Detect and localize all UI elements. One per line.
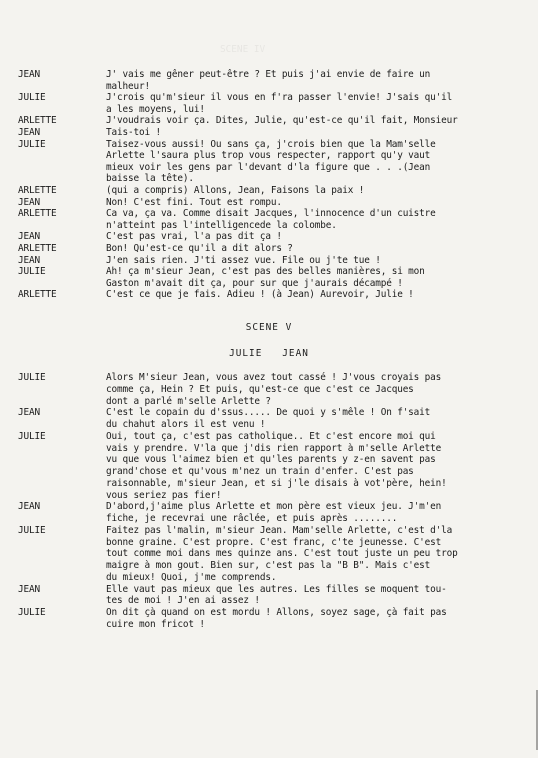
dialogue-line: mieux voir les gens par l'devant d'la figure que . . .(Jean <box>106 161 431 173</box>
dialogue-line: Ca va, ça va. Comme disait Jacques, l'innocence d'un cuistre <box>106 208 436 220</box>
dialogue-line: Alors M'sieur Jean, vous avez tout cassé ! J'vous croyais pas <box>106 372 442 383</box>
dialogue-line: Tais-toi ! <box>106 127 161 138</box>
dialogue-line: grand'chose et qu'vous m'nez un train d'enfer. C'est pas <box>106 466 414 477</box>
speaker-name: JULIE <box>18 372 46 383</box>
dialogue-line: dont a parlé m'selle Arlette ? <box>106 395 271 407</box>
speaker-name: JEAN <box>18 127 40 138</box>
dialogue-line: du chahut alors il est venu ! <box>106 419 266 430</box>
dialogue-line: vais y prendre. V'la que j'dis rien rapport à m'selle Arlette <box>106 442 442 454</box>
bleed-through-scene-heading: SCENE IV <box>220 44 266 55</box>
speaker-name: JEAN <box>18 583 40 595</box>
dialogue-line: Oui, tout ça, c'est pas catholique.. Et c'est encore moi qui <box>106 430 436 442</box>
dialogue-line: Elle vaut pas mieux que les autres. Les filles se moquent tou- <box>106 583 447 595</box>
dialogue-line: vous seriez pas fier! <box>106 489 222 501</box>
dialogue-line: Arlette l'saura plus trop vous respecter, rapport qu'y vaut <box>106 150 431 162</box>
dialogue-line: J'en sais rien. J'ti assez vue. File ou j'te tue ! <box>106 254 381 266</box>
dialogue-line: comme ça, Hein ? Et puis, qu'est-ce que c'est ce Jacques <box>106 383 414 395</box>
dialogue-line: malheur! <box>106 80 150 92</box>
dialogue-line: C'est ce que je fais. Adieu ! (à Jean) Aurevoir, Julie ! <box>106 289 414 301</box>
dialogue-line: maigre à mon gout. Bien sur, c'est pas la "B B". Mais c'est <box>106 560 431 571</box>
dialogue-line: Faitez pas l'malin, m'sieur Jean. Mam'selle Arlette, c'est d'la <box>106 524 453 536</box>
dialogue-line: du mieux! Quoi, j'me comprends. <box>106 571 277 583</box>
dialogue-line: Gaston m'avait dit ça, pour sur que j'aurais décampé ! <box>106 277 403 289</box>
dialogue-line: vu que vous l'aimez bien et qu'les parents y z-en savent pas <box>106 454 436 466</box>
dialogue-line: Taisez-vous aussi! Ou sans ça, j'crois bien que la Mam'selle <box>106 138 436 150</box>
dialogue-line: raisonnable, m'sieur Jean, et si j'le disais à vot'père, hein! <box>106 477 447 489</box>
speaker-name: ARLETTE <box>18 208 57 220</box>
speaker-name: JEAN <box>18 69 40 80</box>
dialogue-line: bonne graine. C'est propre. C'est franc, c'te jeunesse. C'est <box>106 536 442 548</box>
dialogue-line: C'est le copain du d'ssus..... De quoi y s'mêle ! On f'sait <box>106 407 431 419</box>
speaker-name: JULIE <box>18 266 46 278</box>
speaker-name: JEAN <box>18 501 40 513</box>
speaker-name: ARLETTE <box>18 115 57 127</box>
dialogue-line: J'voudrais voir ça. Dites, Julie, qu'est-ce qu'il fait, Monsieur <box>106 115 458 127</box>
speaker-name: ARLETTE <box>18 289 57 301</box>
speaker-name: JEAN <box>18 254 40 266</box>
dialogue-line: n'atteint pas l'intelligencede la colombe. <box>106 219 337 231</box>
speaker-name: ARLETTE <box>18 185 57 196</box>
dialogue-line: J'crois qu'm'sieur il vous en f'ra passer l'envie! J'sais qu'il <box>106 92 453 104</box>
speaker-name: JULIE <box>18 92 46 104</box>
dialogue-line: baisse la tête). <box>106 173 194 185</box>
dialogue-line: Bon! Qu'est-ce qu'il a dit alors ? <box>106 243 293 254</box>
dialogue-line: Non! C'est fini. Tout est rompu. <box>106 196 282 208</box>
dialogue-line: (qui a compris) Allons, Jean, Faisons la paix ! <box>106 185 365 196</box>
speaker-name: JEAN <box>18 196 40 208</box>
speaker-name: JEAN <box>18 231 40 243</box>
speaker-name: JULIE <box>18 524 46 536</box>
speaker-name: JULIE <box>18 607 46 618</box>
dialogue-line: D'abord,j'aime plus Arlette et mon père est vieux jeu. J'm'en <box>106 501 442 513</box>
dialogue-line: fiche, je recevrai une râclée, et puis après ........ <box>106 513 398 524</box>
dialogue-line: Ah! ça m'sieur Jean, c'est pas des belles manières, si mon <box>106 266 425 278</box>
dialogue-line: On dit çà quand on est mordu ! Allons, soyez sage, çà fait pas <box>106 607 447 618</box>
dialogue-line: cuire mon fricot ! <box>106 618 205 630</box>
speaker-name: JEAN <box>18 407 40 419</box>
speaker-name: ARLETTE <box>18 243 57 254</box>
scene-heading: SCENE V <box>245 322 293 333</box>
dialogue-line: a les moyens, lui! <box>106 103 205 115</box>
dialogue-line: tout comme moi dans mes quinze ans. C'est tout juste un peu trop <box>106 548 458 560</box>
dialogue-line: J' vais me gêner peut-être ? Et puis j'ai envie de faire un <box>106 69 431 80</box>
speaker-name: JULIE <box>18 138 46 150</box>
speaker-name: JULIE <box>18 430 46 442</box>
dialogue-line: tes de moi ! J'en ai assez ! <box>106 595 260 607</box>
dialogue-line: C'est pas vrai, l'a pas dit ça ! <box>106 231 282 243</box>
scene-characters: JULIE JEAN <box>229 348 309 359</box>
